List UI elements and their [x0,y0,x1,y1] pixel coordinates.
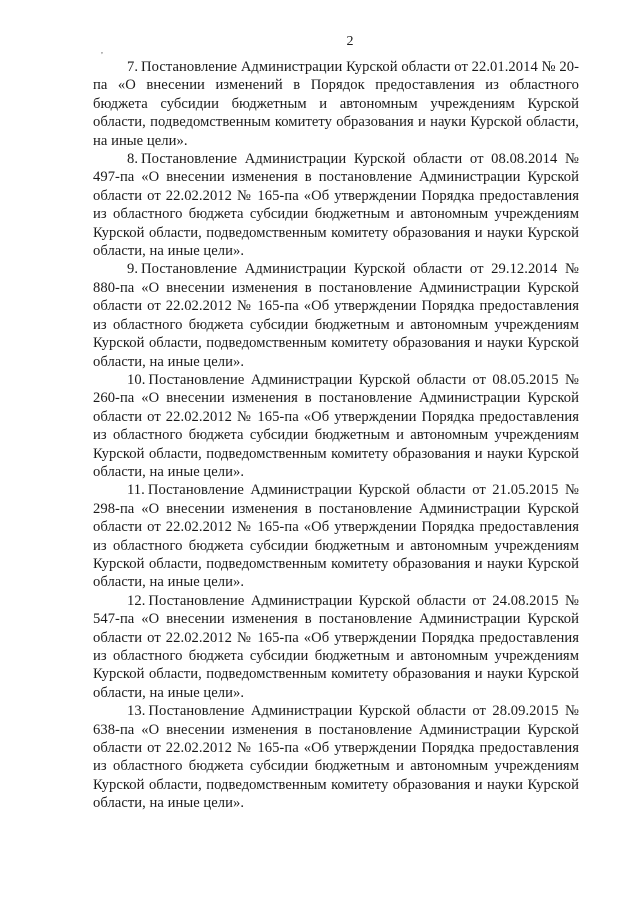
item-number: 8. [127,151,139,168]
item-text: Постановление Администрации Курской области от 29.12.2014 № 880-па «О внесении изменения в постановление Администрации Курской области от 22.02.2012 № 165-па «Об утверждении Порядка предоставления из областного бюджета субсидии бюджетным и автономным учреждениям Курской области, подведомственным комитету образования и науки Курской области, на иные цели». [93,261,579,370]
item-number: 10. [127,371,146,388]
item-number: 11. [127,482,145,499]
list-item [93,260,579,370]
item-text: Постановление Администрации Курской области от 24.08.2015 № 547-па «О внесении изменения в постановление Администрации Курской области от 22.02.2012 № 165-па «Об утверждении Порядка предоставления из областного бюджета субсидии бюджетным и автономным учреждениям Курской области, подведомственным комитету образования и науки Курской области, на иные цели». [93,592,579,701]
item-number: 12. [127,592,146,609]
list-item [93,150,579,260]
item-text: Постановление Администрации Курской области от 08.05.2015 № 260-па «О внесении изменения в постановление Администрации Курской области от 22.02.2012 № 165-па «Об утверждении Порядка предоставления из областного бюджета субсидии бюджетным и автономным учреждениям Курской области, подведомственным комитету образования и науки Курской области, на иные цели». [93,371,579,480]
page-number: 2 [346,34,354,49]
item-text: Постановление Администрации Курской области от 21.05.2015 № 298-па «О внесении изменения в постановление Администрации Курской области от 22.02.2012 № 165-па «Об утверждении Порядка предоставления из областного бюджета субсидии бюджетным и автономным учреждениям Курской области, подведомственным комитету образования и науки Курской области, на иные цели». [93,482,579,591]
item-number: 7. [127,59,139,75]
item-text: Постановление Администрации Курской области от 08.08.2014 № 497-па «О внесении изменения в постановление Администрации Курской области от 22.02.2012 № 165-па «Об утверждении Порядка предоставления из областного бюджета субсидии бюджетным и автономным учреждениям Курской области, подведомственным комитету образования и науки Курской области, на иные цели». [93,151,579,260]
list-item [93,58,579,150]
list-item [93,481,579,591]
item-text: Постановление Администрации Курской области от 22.01.2014 № 20-па «О внесении изменений в Порядок предоставления из областного бюджета субсидии бюджетным и автономным учреждениям Курской области, подведомственным комитету образования и науки Курской области, на иные цели». [93,59,579,149]
item-number: 9. [127,261,139,278]
list-item [93,592,579,702]
item-text: Постановление Администрации Курской области от 28.09.2015 № 638-па «О внесении изменения в постановление Администрации Курской области от 22.02.2012 № 165-па «Об утверждении Порядка предоставления из областного бюджета субсидии бюджетным и автономным учреждениям Курской области, подведомственным комитету образования и науки Курской области, на иные цели». [93,703,579,812]
scan-mark: , [101,46,103,55]
list-of-resolutions [93,58,579,813]
list-item [93,702,579,812]
list-item [93,371,579,481]
item-number: 13. [127,703,146,720]
